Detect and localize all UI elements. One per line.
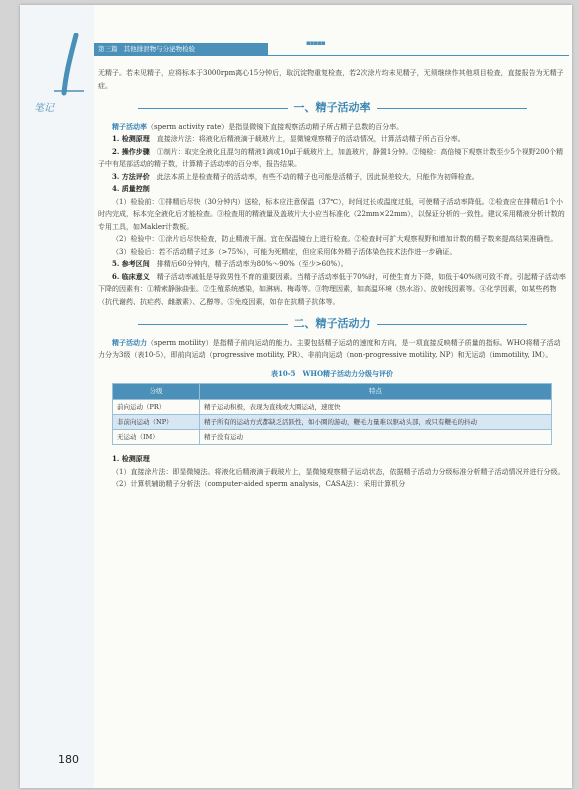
intro-paragraph: 无精子。若未见精子，应将标本于3000rpm离心15分钟后，取沉淀物重复检查，若2次涂片均未见精子，无须继续作其他项目检查，直接报告为无精子症。 <box>98 69 564 90</box>
item-paragraph <box>98 183 566 196</box>
heading-rule <box>377 108 527 109</box>
motility-table <box>112 383 552 445</box>
item-text: 排精后60分钟内，精子活动率为80%～90%（至少>60%）。 <box>156 260 348 268</box>
item-text: 此法本质上是检查精子的活动率，有些不动的精子也可能是活精子，因此误差较大，只能作为初筛检查。 <box>156 172 479 181</box>
term: 精子活动率 <box>112 121 147 131</box>
table-header-cell: 特点 <box>200 384 552 400</box>
qc-paragraph: （3）检验后：若不活动精子过多（>75%），可能为死精症，但应采用体外精子活体染色技术法作进一步确证。 <box>112 247 457 256</box>
item-label: 6. 临床意义 <box>112 271 150 281</box>
table-row <box>113 400 552 415</box>
item-paragraph <box>98 146 566 171</box>
section-label: 第三篇 <box>98 45 118 53</box>
definition-text: （sperm activity rate）是指显微镜下直接观察活动精子所占精子总数的百分率。 <box>147 122 404 131</box>
section-title: 其他排泄物与分泌物检验 <box>123 45 196 53</box>
table-cell: 精子没有运动 <box>200 430 552 445</box>
item-text: ①制片：取完全液化且混匀的精液1滴或10μl于载玻片上，加盖玻片，静置1分钟。②镜检：高倍镜下观察计数至少5个视野200个精子中有尾部活动的精子数，计算精子活动率的百分率，报告结果。 <box>98 147 564 168</box>
table-header-row <box>113 384 552 400</box>
heading-rule <box>377 324 527 325</box>
item-label: 4. 质量控制 <box>112 184 150 193</box>
clinical-paragraph <box>98 271 566 309</box>
definition-paragraph <box>98 121 566 134</box>
term: 精子活动力 <box>112 337 147 347</box>
table-cell: 非前向运动（NP） <box>113 415 200 430</box>
method-paragraph: （1）直接涂片法：即显微镜法。将液化后精液滴于载玻片上，显微镜观察精子运动状态，依据精子活动力分级标准分析精子活动情况并进行分级。 <box>112 467 565 476</box>
item-text: 精子活动率减低是导致男性不育的重要因素。当精子活动率低于70%时，可使生育力下降，如低于40%则可致不育。引起精子活动率下降的因素有：①精索静脉曲张。②生殖系统感染，如淋病、梅毒等。③物理因素，如高温环境（热水浴）、放射线因素等。④化学因素，如某些药物（抗代谢药、抗疟药、雌激素）、乙醇等。⑤免疫因素，如存在抗精子抗体等。 <box>98 272 566 306</box>
heading-rule <box>138 324 288 325</box>
qc-paragraph: （2）检验中：①涂片后尽快检查，防止精液干涸。宜在保温镜台上进行检查。②检查时可扩大观察视野和增加计数的精子数来提高结果准确性。 <box>112 235 558 243</box>
table-cell: 精子所有的运动方式都缺乏活跃性，如小圈的游动，鞭毛力量难以驱动头部，或只有鞭毛的抖动 <box>200 415 552 430</box>
margin-strip <box>20 5 94 788</box>
heading-rule <box>138 108 288 109</box>
section-title-2: 二、精子活动力 <box>293 317 371 330</box>
table-cell: 无运动（IM） <box>113 430 200 445</box>
table-cell: 前向运动（PR） <box>113 400 200 415</box>
book-page <box>20 5 572 788</box>
item-paragraph <box>98 453 566 466</box>
section-heading-1 <box>98 102 566 115</box>
item-text: 直接涂片法：将液化后精液滴于载玻片上，显微镜观察精子的活动情况，计算活动精子所占百分率。 <box>156 135 465 143</box>
definition-text: （sperm motility）是指精子前向运动的能力。主要包括精子运动的速度和方向，是一项直接反映精子质量的指标。WHO将精子活动力分为3级（表10-5），即前向运动（progressive motility, PR）、非前向运动（non-progressive motility, NP）和无运动（immotility, IM）。 <box>98 338 561 359</box>
item-paragraph <box>98 133 566 146</box>
item-label: 5. 参考区间 <box>112 259 150 268</box>
header-dots: ▪▪▪▪▪ <box>306 39 325 47</box>
item-label: 1. 检测原理 <box>112 134 150 143</box>
item-paragraph <box>98 171 566 184</box>
header-divider <box>94 55 569 56</box>
definition-paragraph <box>98 337 566 362</box>
section-heading-2 <box>98 318 566 331</box>
notes-label: 笔记 <box>34 103 54 114</box>
pen-stroke-icon <box>50 33 90 103</box>
table-row <box>113 430 552 445</box>
table-row <box>113 415 552 430</box>
section-title-1: 一、精子活动率 <box>293 101 371 114</box>
item-label: 3. 方法评价 <box>112 171 150 181</box>
table-cell: 精子运动积极，表现为直线或大圈运动，速度快 <box>200 400 552 415</box>
page-number: 180 <box>58 753 79 766</box>
item-label: 1. 检测原理 <box>112 454 150 463</box>
method-paragraph: （2）计算机辅助精子分析法（computer-aided sperm analysis，CASA法）：采用计算机分 <box>112 480 406 488</box>
item-label: 2. 操作步骤 <box>112 146 150 156</box>
qc-paragraph: （1）检验前：①排精后尽快（30分钟内）送检，标本应注意保温（37℃），时间过长或温度过低，可使精子活动率降低。②检查应在排精后1个小时内完成，标本完全液化后才能检查。③检查用的精液量及盖玻片大小应当标准化（22mm×22mm），以保证分析的一致性。建议采用精液分析计数的专用工具，如Makler计数板。 <box>98 197 565 231</box>
reference-paragraph <box>98 258 566 271</box>
page-content <box>98 67 566 491</box>
table-caption: 表10-5 WHO精子活动力分级与评价 <box>270 368 394 378</box>
table-header-cell: 分级 <box>113 384 200 400</box>
